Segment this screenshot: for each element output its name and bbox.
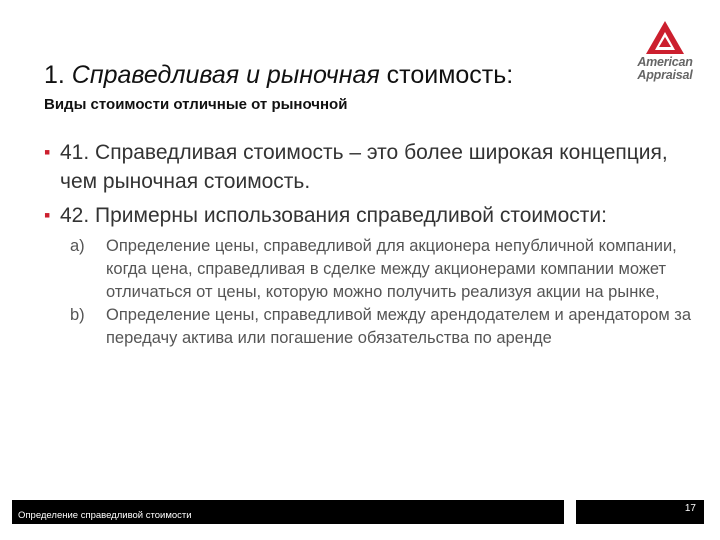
sub-list	[70, 235, 694, 350]
bullet-square-icon: ▪	[44, 142, 51, 162]
sub-list-item	[70, 235, 694, 304]
bullet-square-icon: ▪	[44, 205, 51, 225]
page-number: 17	[684, 503, 696, 514]
page-subtitle: Виды стоимости отличные от рыночной	[44, 96, 348, 113]
title-suffix: стоимость:	[379, 61, 514, 89]
logo-line-1: American	[637, 55, 693, 69]
footer-bar	[12, 500, 564, 524]
bullet-item	[44, 201, 694, 230]
footer-text: Определение справедливой стоимости	[18, 510, 192, 521]
sub-item-label: a)	[70, 237, 85, 255]
american-appraisal-logo	[630, 20, 700, 90]
title-prefix: 1.	[44, 61, 72, 89]
triangle-logo-icon	[645, 20, 685, 56]
sub-item-text: Определение цены, справедливой для акционера непубличной компании, когда цена, справедливая в сделке между акционерами компании может отличаться от цены, которую можно получить реализуя акции на рынке,	[106, 237, 677, 301]
slide-content	[44, 138, 694, 350]
sub-item-text: Определение цены, справедливой между арендодателем и арендатором за передачу актива или погашение обязательства по аренде	[106, 306, 692, 347]
sub-item-label: b)	[70, 306, 85, 324]
page-title	[44, 60, 624, 90]
bullet-item	[44, 138, 694, 196]
title-italic-part: Справедливая и рыночная	[71, 61, 380, 89]
page-number-box	[576, 500, 704, 524]
sub-list-item	[70, 304, 694, 350]
title-block	[44, 60, 624, 113]
logo-line-2: Appraisal	[637, 68, 693, 82]
bullet-text: 42. Примерны использования справедливой стоимости:	[60, 204, 607, 227]
bullet-text: 41. Справедливая стоимость – это более широкая концепция, чем рыночная стоимость.	[60, 141, 668, 193]
